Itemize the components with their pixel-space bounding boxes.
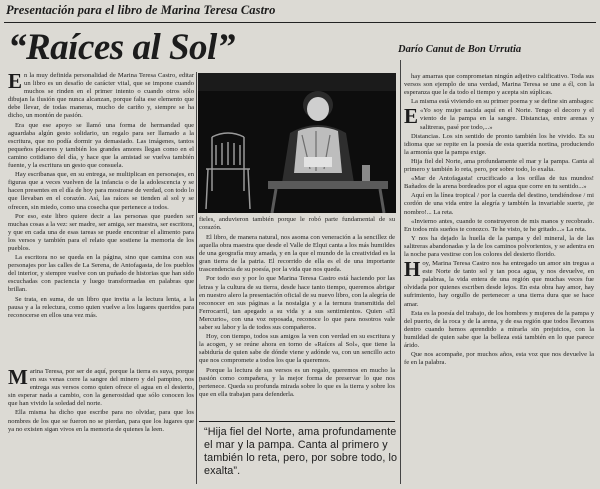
paragraph-1: En la muy definida personalidad de Marina Teresa Castro, editar un libro es un desafío de carácter vital, que se impone cuando muchos se rinden en el primer intento o cuando otros sólo dibujan la ilusión que nunca alcanzan, porque falta ese elemento que debe llevar, de todas maneras, mucho de cariño y, siempre se ha dicho, un montón de pasión. [8, 72, 194, 120]
paragraph: Esta es la poesía del trabajo, de los hombres y mujeres de la pampa y del puerto, de la roca y de la arena, y de esa región que todos llevamos dentro cuando hemos aprendido a mirarla sin prejuicios, con la humildad de quien sabe que la belleza está también en lo que parece árido. [404, 309, 594, 349]
pull-quote: “Hija fiel del Norte, ama profundamente el mar y la pampa. Canta al primero y también lo reta, pero, por sobre todo, lo exalta”. [204, 426, 398, 477]
dropcap-letter: E [404, 104, 419, 129]
column-1 [8, 72, 194, 365]
paragraph: Distancias. Los sin sentido de pronto también los he vivido. Es su idioma que se repite en la poesía de esta querida nortina, produciendo la armonía que la pampa exige. [404, 132, 594, 156]
paragraph: Hija fiel del Norte, ama profundamente el mar y la pampa. Canta al primero y también lo reta, pero, por sobre todo, lo exalta. [404, 157, 594, 174]
column-1-lower [8, 368, 194, 485]
paragraph: Hay escribanas que, en su entrega, se multiplican en personajes, en figuras que a veces vuelven de la infancia o de la adolescencia y se hacen presentes en el día de hoy para mostrarse de verdad, con todo lo que llevaban en el corazón. Así, las raíces se tienden al sol y se ofrecen, sin miedo, como una cosecha que pertenece a todos. [8, 171, 194, 211]
paragraph: Por eso, este libro quiere decir a las personas que pueden ser muchas cosas a la vez: ser madre, ser amiga, ser maestra, ser escritora, y que en cada una de esas tareas se puede encontrar el alimento para los versos y también para el relato que sostiene la memoria de los pueblos. [8, 212, 194, 252]
byline: Darío Canut de Bon Urrutia [398, 44, 522, 55]
paragraph: Hoy, Marina Teresa Castro nos ha entregado un amor sin tregua a este Norte de tanto sol y tan poca agua, y nos devuelve, en palabras, la vida entera de una región que muchas veces fue olvidada por quienes escriben desde lejos. En esta obra hay amor, hay sufrimiento, hay orgullo de pertenecer a una tierra dura que se hace amar. [404, 257, 594, 308]
paragraph: La misma está viviendo en su primer poema y se define sin ambages: [411, 98, 594, 106]
pullquote-rule [199, 421, 395, 422]
paragraph: Que nos acompañe, por muchos años, esta voz que nos devuelve la fe en la palabra. [404, 351, 594, 367]
dropcap-letter: H [404, 257, 421, 282]
paragraph: La escritora no se queda en la página, sino que camina con sus personajes por las calles de La Serena, de Antofagasta, de los pueblos del interior, y siempre vuelve con un puñado de historias que han sido escuchadas con paciencia y luego transformadas en palabras que brillan. [8, 254, 194, 294]
paragraph: «Invierno antes, cuando te construyeron de mis manos y recobrado. En todos mis sueños te conozco. Te he visto, te he gritado...» La reta. [404, 217, 594, 233]
paragraph: Marina Teresa, por ser de aquí, porque la tierra es suya, porque en sus venas corre la sangre del minero y del pampino, nos entrega sus versos como quien ofrece el agua en el desierto, sin esperar nada a cambio, con la generosidad que sólo conocen los que han vivido la soledad del norte. [8, 368, 194, 408]
paragraph: Hoy, con tiempo, todos sus amigos la ven con verdad en su escritura y la acogen, y se reúne ahora en torno de «Raíces al Sol», que tiene la sabiduría de quien sabe de dónde viene y adónde va, con un sencillo acto que nos compromete a todos los que la queremos. [199, 333, 395, 365]
paragraph: Porque la lectura de sus versos es un regalo, queremos en mucho la pasión como compañera, y la mejor forma de preservar lo que nos pertenece. Queda su profunda mirada sobre lo que es la tierra y sobre los que en ella trabajan para defenderla. [199, 366, 395, 398]
headline: “Raíces al Sol” [8, 27, 235, 68]
dropcap-letter: E [8, 72, 23, 93]
paragraph: Se trata, en suma, de un libro que invita a la lectura lenta, a la pausa y a la relectura, como quien vuelve a los lugares queridos para reconocerse en ellos una vez más. [8, 295, 194, 319]
column-divider [196, 72, 197, 484]
paragraph: Aquí en la línea tropical / por la cuerda del destino, tendiéndose / mi cordón de una vida entre la alegría y también la invariable suerte, ¡te nombro!... La reta. [404, 192, 594, 216]
top-rule [4, 22, 596, 23]
column-divider [400, 60, 401, 484]
paragraph: E «Yo soy mujer nacida aquí en el Norte. Tengo el decoro y el viento de la pampa en la sangre. Distancias, entre arenas y salitreras, pasé por todo,...» [404, 104, 594, 131]
column-3 [404, 73, 594, 485]
photo-illustration [198, 73, 396, 213]
paragraph: «Mar de Antofagasta! crucificado a los orillas de tus mundos! Bañados de la arena bordeados por el agua que corre en tu sentido...» [404, 175, 594, 191]
dropcap-letter: M [8, 368, 28, 389]
paragraph: Por todo eso y por lo que Marina Teresa Castro está haciendo por las letras y la cultura de su tierra, desde hace tanto tiempo, queremos abrigar en nuestro alero la presentación oficial de su nuevo libro, con la alegría de reconocer en sus páginas a la nostalgia y a la ternura transmitida del Ferrocarril, tan apegado a su vida y a sus sentimientos. Quien «El Mercurio», con una voz reposada, reconoce lo que para nosotros vale saber su labor y la de todos sus compañeros. [199, 275, 395, 332]
column-2 [199, 234, 395, 418]
photo-author-reading [198, 73, 396, 213]
photo-caption: fieles, anduvieron también porque le robó parte fundamental de su corazón. [199, 216, 395, 232]
kicker-title: Presentación para el libro de Marina Teresa Castro [6, 3, 276, 17]
paragraph: Era que ese apoyo se llamó una forma de hermandad que aguardaba algún gesto solidario, un regalo para ser llamado a la escritura, que no podía dormir ya demasiado. Las imágenes, tantos pequeños placeres y también los grandes amores llegan como en el camino cotidiano del día, y hace que la amistad se vuelva también fuente, y la escritura un gesto que consuela. [8, 121, 194, 170]
paragraph: hay amarras que comprometan ningún adjetivo calificativo. Toda sus versos son ejemplo de una verdad, Marina Teresa se une a él, con la esperanza que le da todo el tiempo y acepta sin súplicas. [404, 73, 594, 97]
paragraph: Y nos ha dejado la huella de la pampa y del mineral, la de las salitreras abandonadas y la de los caminos polvorientos, y se adentra en la noche para vestirse con los colores del desierto florido. [404, 234, 594, 258]
paragraph: Ella misma ha dicho que escribe para no olvidar, para que los nombres de los que se fueron no se pierdan, para que los lugares que ya no existen sigan vivos en la memoria de quienes la leen. [8, 409, 194, 433]
paragraph: El libro, de manera natural, nos asoma con veneración a la sencillez de aquella obra maestra que desde el Valle de Elqui canta a los más humildes de una geografía muy amada, y en la que el mundo de la creatividad es la gran tierra de la patria. El recorrido de ella es el de una importante trascendencia de su poesía, por la vida que nos queda. [199, 234, 395, 274]
